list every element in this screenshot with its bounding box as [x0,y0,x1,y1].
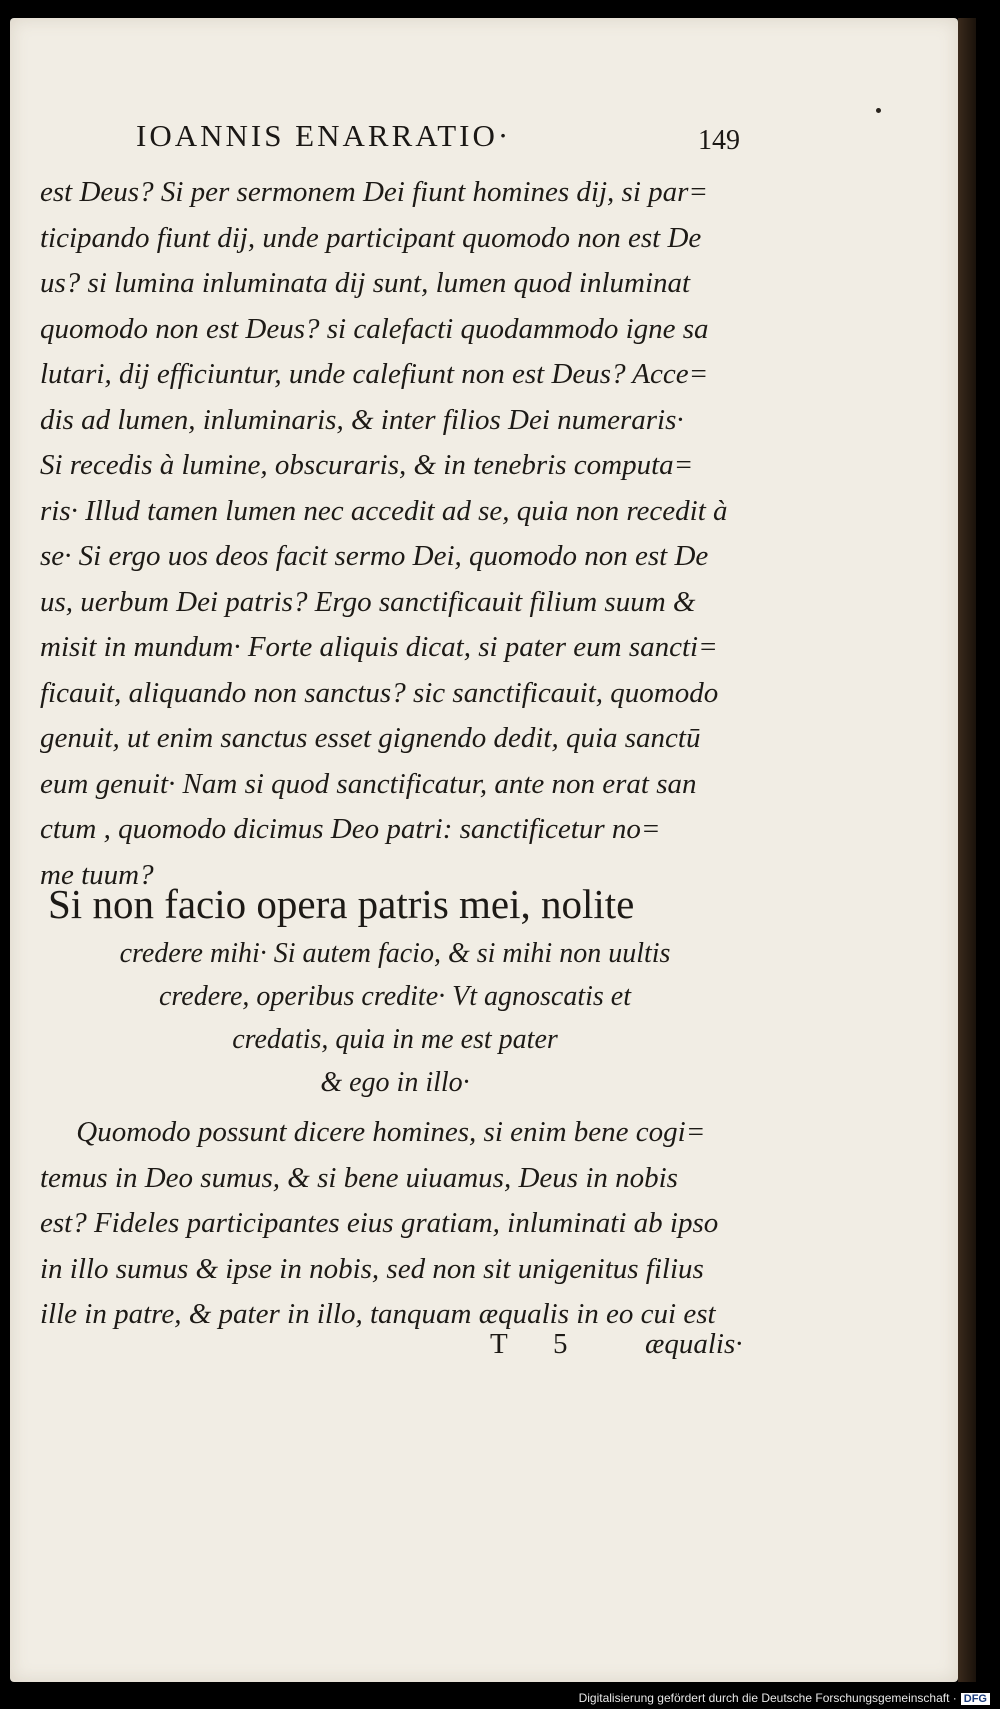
text-line: ficauit, aliquando non sanctus? sic sanctificauit, quomodo [40,676,719,709]
text-line: in illo sumus & ipse in nobis, sed non sit unigenitus filius [40,1252,704,1285]
text-line: credere mihi· Si autem facio, & si mihi non uultis [119,938,671,969]
text-line: us? si lumina inluminata dij sunt, lumen quod inluminat [40,267,691,299]
dfg-logo: DFG [961,1693,990,1705]
text-line: me tuum? [40,858,154,891]
text-line: est? Fideles participantes eius gratiam, inluminati ab ipso [40,1207,719,1239]
text-line: Si recedis à lumine, obscuraris, & in tenebris computa= [40,449,694,481]
credit-text: Digitalisierung gefördert durch die Deutsche Forschungsgemeinschaft · [578,1691,957,1705]
text-line: & ego in illo· [320,1067,470,1098]
text-line: ticipando fiunt dij, unde participant quomodo non est De [40,221,702,254]
text-line: genuit, ut enim sanctus esset gignendo dedit, quia sanctū [40,722,701,754]
digitization-credit [579,1691,990,1705]
text-line: quomodo non est Deus? si calefacti quodammodo igne sa [40,312,709,345]
page-number: 149 [698,125,740,156]
text-line: credere, operibus credite· Vt agnoscatis et [159,981,631,1012]
ink-speck [876,108,881,113]
text-line: credatis, quia in me est pater [232,1024,558,1055]
text-line: ille in patre, & pater in illo, tanquam æqualis in eo cui est [40,1298,716,1330]
lemma-lines [40,932,750,1104]
text-line: Quomodo possunt dicere homines, si enim bene cogi= [40,1116,706,1148]
paragraph-2 [40,1110,718,1338]
lemma-lead-line: Si non facio opera patris mei, nolite [48,881,635,927]
lemma-heading [40,876,750,1104]
text-line: eum genuit· Nam si quod sanctificatur, ante non erat san [40,767,697,800]
text-line: us, uerbum Dei patris? Ergo sanctificauit filium suum & [40,585,696,618]
text-line: ctum , quomodo dicimus Deo patri: sanctificetur no= [40,813,661,845]
signature-number: 5 [553,1328,568,1360]
page-edge [958,18,976,1682]
signature-mark: T [490,1328,508,1360]
text-line: temus in Deo sumus, & si bene uiuamus, Deus in nobis [40,1161,678,1194]
paragraph-1 [40,170,728,898]
catchword: æqualis· [645,1328,743,1360]
text-line: dis ad lumen, inluminaris, & inter filios Dei numeraris· [40,403,684,436]
text-line: lutari, dij efficiuntur, unde calefiunt non est Deus? Acce= [40,358,709,390]
text-line: est Deus? Si per sermonem Dei fiunt homines dij, si par= [40,176,708,208]
text-line: misit in mundum· Forte aliquis dicat, si pater eum sancti= [40,631,718,663]
text-line: ris· Illud tamen lumen nec accedit ad se, quia non recedit à [40,494,728,527]
text-line: se· Si ergo uos deos facit sermo Dei, quomodo non est De [40,540,709,572]
running-head: IOANNIS ENARRATIO· [136,118,512,153]
